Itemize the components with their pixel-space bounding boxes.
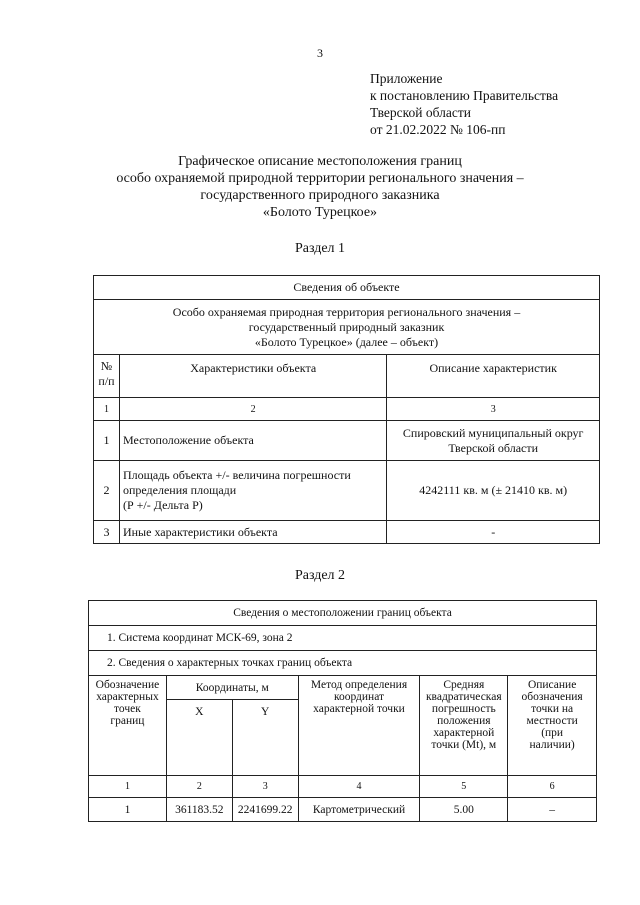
header-line: (при bbox=[541, 727, 564, 739]
header-line: Метод определения bbox=[310, 679, 408, 691]
row-characteristic: Иные характеристики объекта bbox=[119, 521, 386, 544]
object-name-line: «Болото Турецкое» (далее – объект) bbox=[254, 334, 439, 349]
header-line: Описание bbox=[527, 679, 577, 691]
index-cell: 1 bbox=[94, 398, 120, 421]
appendix-line: от 21.02.2022 № 106-пп bbox=[370, 122, 506, 137]
index-cell: 2 bbox=[166, 776, 232, 798]
row-num: 2 bbox=[94, 461, 120, 521]
document-title bbox=[80, 153, 560, 221]
point-id: 1 bbox=[89, 798, 167, 822]
header-method bbox=[298, 676, 420, 776]
header-line: обозначения bbox=[521, 691, 583, 703]
header-line: наличии) bbox=[529, 739, 575, 751]
header-line: положения bbox=[437, 715, 491, 727]
table-row bbox=[94, 461, 600, 521]
point-method: Картометрический bbox=[298, 798, 420, 822]
table-row bbox=[94, 421, 600, 461]
coordinate-system: 1. Система координат МСК-69, зона 2 bbox=[89, 626, 597, 651]
header-line: характерных bbox=[96, 691, 159, 703]
header-line: квадратическая bbox=[425, 691, 502, 703]
page-number: 3 bbox=[317, 46, 323, 60]
appendix-block bbox=[370, 70, 558, 138]
header-description: Описание характеристик bbox=[387, 355, 600, 398]
row-description bbox=[387, 421, 600, 461]
table-title: Сведения об объекте bbox=[94, 276, 600, 300]
point-y: 2241699.22 bbox=[232, 798, 298, 822]
header-num bbox=[94, 355, 120, 398]
row-num: 3 bbox=[94, 521, 120, 544]
object-name-cell bbox=[94, 300, 600, 355]
header-designation bbox=[89, 676, 167, 776]
index-cell: 3 bbox=[387, 398, 600, 421]
header-line: характерной bbox=[433, 727, 495, 739]
header-line: координат bbox=[333, 691, 385, 703]
row-description: 4242111 кв. м (± 21410 кв. м) bbox=[387, 461, 600, 521]
row-characteristic: Местоположение объекта bbox=[119, 421, 386, 461]
index-cell: 6 bbox=[508, 776, 597, 798]
header-characteristic: Характеристики объекта bbox=[119, 355, 386, 398]
header-y: Y bbox=[232, 700, 298, 776]
appendix-line: к постановлению Правительства bbox=[370, 88, 559, 103]
title-line: особо охраняемой природной территории регионального значения – bbox=[116, 171, 524, 186]
points-title: 2. Сведения о характерных точках границ объекта bbox=[89, 651, 597, 676]
object-info-table bbox=[93, 275, 600, 544]
description-line: Тверской области bbox=[448, 440, 539, 455]
description-line: Спировский муниципальный округ bbox=[402, 425, 584, 440]
header-error bbox=[420, 676, 508, 776]
header-line: местности bbox=[526, 715, 578, 727]
header-line: погрешность bbox=[431, 703, 496, 715]
header-num-line: п/п bbox=[98, 374, 115, 388]
header-marking bbox=[508, 676, 597, 776]
index-cell: 3 bbox=[232, 776, 298, 798]
row-num: 1 bbox=[94, 421, 120, 461]
title-line: государственного природного заказника bbox=[200, 188, 440, 203]
header-line: точки (Mt), м bbox=[431, 739, 497, 751]
index-cell: 1 bbox=[89, 776, 167, 798]
characteristic-line: (Р +/- Дельта Р) bbox=[122, 498, 203, 512]
boundary-points-table bbox=[88, 600, 597, 822]
appendix-line: Приложение bbox=[370, 71, 443, 86]
header-line: границ bbox=[110, 715, 145, 727]
header-line: характерной точки bbox=[313, 703, 405, 715]
index-cell: 2 bbox=[119, 398, 386, 421]
characteristic-line: определения площади bbox=[122, 483, 237, 497]
header-num-line: № bbox=[100, 359, 113, 373]
row-characteristic bbox=[119, 461, 386, 521]
header-line: точек bbox=[114, 703, 141, 715]
characteristic-line: Площадь объекта +/- величина погрешности bbox=[122, 468, 351, 482]
object-name-line: Особо охраняемая природная территория регионального значения – bbox=[172, 304, 521, 319]
section2-heading: Раздел 2 bbox=[294, 568, 346, 583]
index-cell: 5 bbox=[420, 776, 508, 798]
table-title: Сведения о местоположении границ объекта bbox=[89, 601, 597, 626]
point-error: 5.00 bbox=[420, 798, 508, 822]
section1-heading: Раздел 1 bbox=[294, 241, 346, 256]
header-line: точки на bbox=[531, 703, 574, 715]
point-x: 361183.52 bbox=[166, 798, 232, 822]
header-coordinates: Координаты, м bbox=[166, 676, 298, 700]
appendix-line: Тверской области bbox=[370, 105, 471, 120]
table-row bbox=[89, 798, 597, 822]
table-row bbox=[94, 521, 600, 544]
index-cell: 4 bbox=[298, 776, 420, 798]
object-name-line: государственный природный заказник bbox=[248, 319, 445, 334]
row-description: - bbox=[387, 521, 600, 544]
header-line: Средняя bbox=[443, 679, 485, 691]
header-line: Обозначение bbox=[95, 679, 160, 691]
header-x: X bbox=[166, 700, 232, 776]
title-line: «Болото Турецкое» bbox=[262, 205, 378, 220]
point-marking: – bbox=[508, 798, 597, 822]
title-line: Графическое описание местоположения границ bbox=[178, 154, 462, 169]
